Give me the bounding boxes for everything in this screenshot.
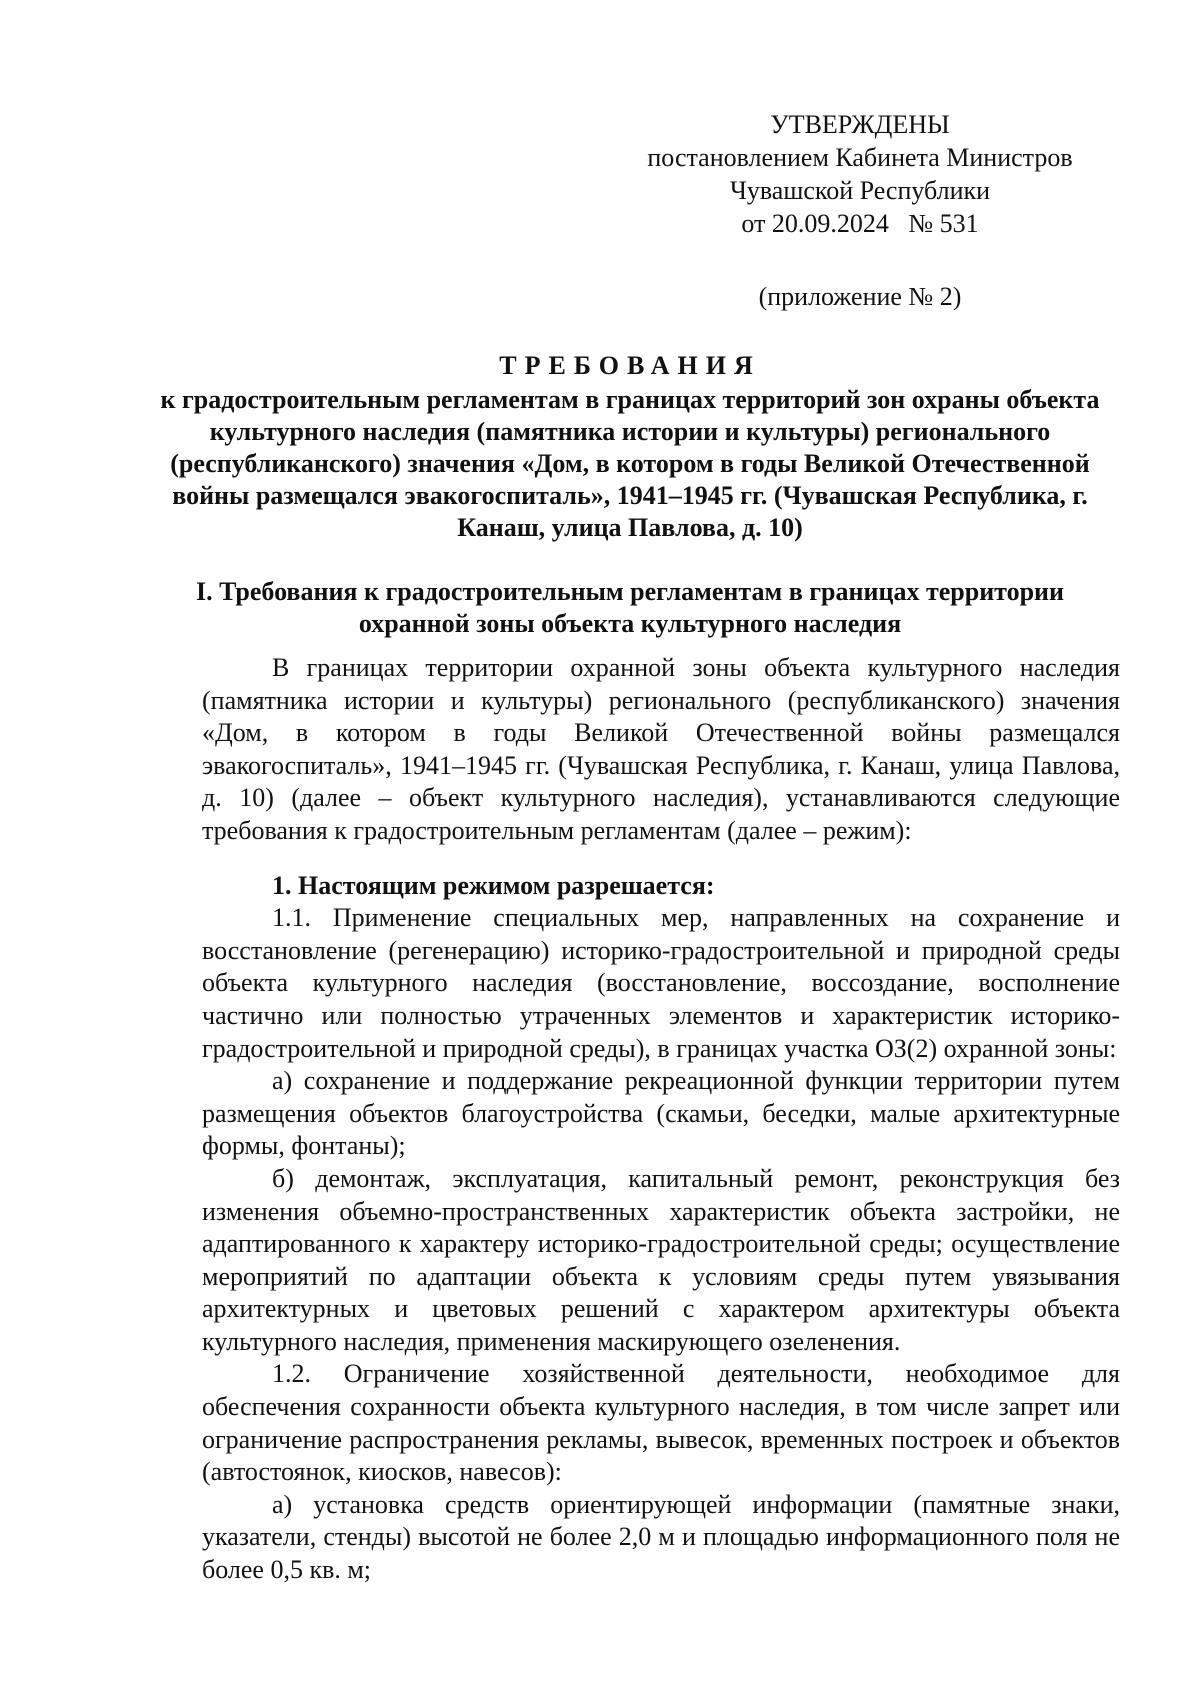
document-body [202,652,1120,1587]
approval-stamp [620,108,1100,313]
approval-title: УТВЕРЖДЕНЫ [770,110,950,139]
approval-issuer: постановлением Кабинета Министров [647,143,1073,172]
document-title: ТРЕБОВАНИЯ [499,351,761,380]
item-1-1-a-paragraph: а) сохранение и поддержание рекреационной функции территории путем размещения объектов благоустройства (скамьи, беседки, малые архитектурные формы, фонтаны); [202,1066,1120,1161]
document-title-block [150,350,1110,544]
item-1-heading: 1. Настоящим режимом разрешается: [272,870,715,900]
appendix-label: (приложение № 2) [758,282,962,311]
document-subtitle: к градостроительным регламентам в границах территорий зон охраны объекта культурного наследия (памятника истории и культуры) регионального (республиканского) значения «Дом, в котором в годы Великой Отечественной войны размещался эвакогоспиталь», 1941–1945 гг. (Чувашская Республика, г. Канаш, улица Павлова, д. 10) [160,385,1100,542]
section-heading: I. Требования к градостроительным регламентам в границах территории охранной зоны объекта культурного наследия [195,577,1065,638]
item-1-2-a-paragraph: а) установка средств ориентирующей информации (памятные знаки, указатели, стенды) высотой не более 2,0 м и площадью информационного поля не более 0,5 кв. м; [202,1489,1120,1585]
approval-republic: Чувашской Республики [729,176,991,205]
item-1-1-b-paragraph: б) демонтаж, эксплуатация, капитальный ремонт, реконструкция без изменения объемно-пространственных характеристик объекта застройки, не адаптированного к характеру историко-градостроительной среды; осуществление мероприятий по адаптации объекта к условиям среды путем увязывания архитектурных и цветовых решений с характером архитектуры объекта культурного наследия, применения маскирующего озеленения. [202,1163,1120,1356]
intro-paragraph: В границах территории охранной зоны объекта культурного наследия (памятника истории и культуры) регионального (республиканского) значения «Дом, в котором в годы Великой Отечественной войны размещался эвакогоспиталь», 1941–1945 гг. (Чувашская Республика, г. Канаш, улица Павлова, д. 10) (далее – объект культурного наследия), устанавливаются следующие требования к градостроительным регламентам (далее – режим): [202,653,1120,845]
approval-date-number: от 20.09.2024 № 531 [741,209,979,238]
item-1-2-paragraph: 1.2. Ограничение хозяйственной деятельности, необходимое для обеспечения сохранности объекта культурного наследия, в том числе запрет или ограничение распространения рекламы, вывесок, временных построек и объектов (автостоянок, киосков, навесов): [202,1359,1120,1487]
item-1-1-paragraph: 1.1. Применение специальных мер, направленных на сохранение и восстановление (регенерацию) историко-градостроительной и природной среды объекта культурного наследия (восстановление, воссоздание, восполнение частично или полностью утраченных элементов и характеристик историко-градостроительной и природной среды), в границах участка ОЗ(2) охранной зоны: [202,903,1120,1063]
